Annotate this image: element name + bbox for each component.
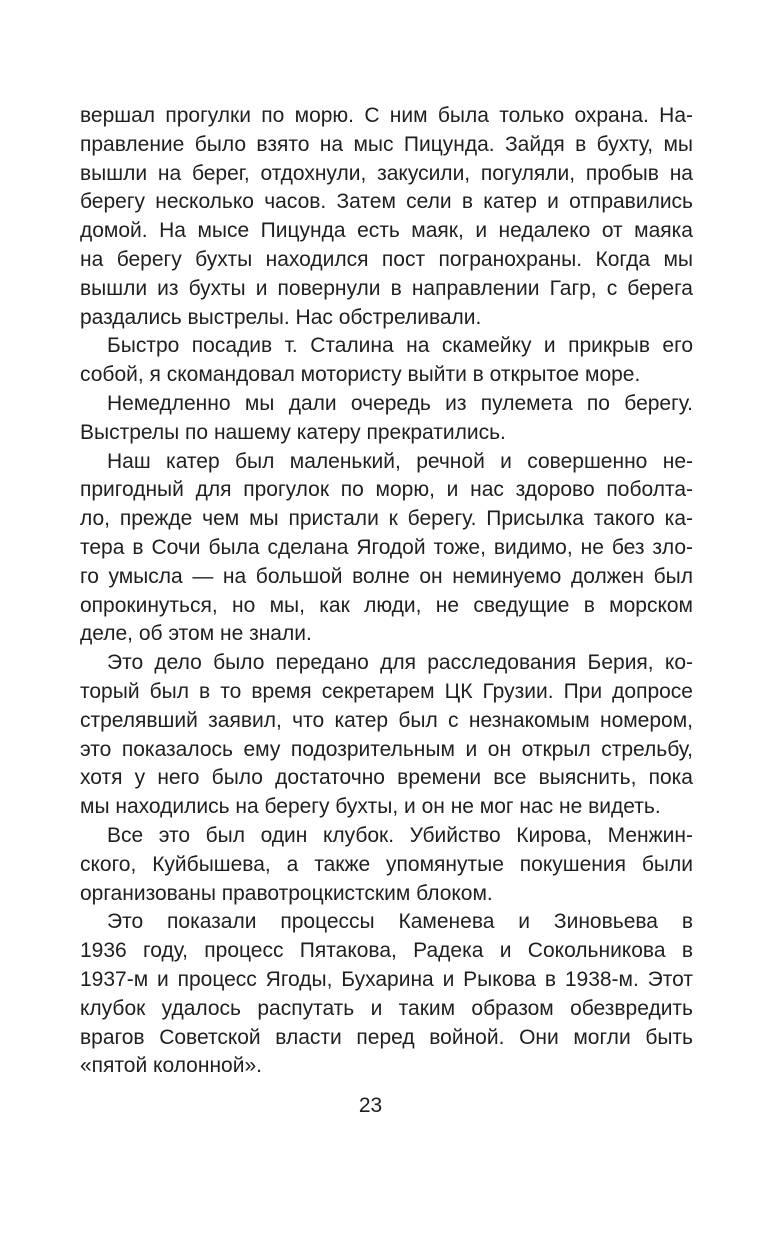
paragraph [80, 390, 693, 448]
text-line: тера в Сочи была сделана Ягодой тоже, видимо, не без зло- [80, 535, 693, 559]
paragraph [80, 908, 693, 1081]
text-line: пригодный для прогулок по морю, и нас здорово поболта- [80, 478, 693, 502]
text-line: Это показали процессы Каменева и Зиновьева в [107, 910, 693, 934]
text-line: «пятой колонной». [80, 1054, 262, 1078]
text-line: Быстро посадив т. Сталина на скамейку и прикрыв его [107, 334, 693, 358]
text-line: ского, Куйбышева, а также упомянутые покушения были [80, 852, 693, 876]
text-line: го умысла — на большой волне он неминуемо должен был [80, 564, 693, 588]
text-line: это показалось ему подозрительным и он открыл стрельбу, [80, 737, 693, 761]
text-line: вышли на берег, отдохнули, закусили, погуляли, пробыв на [80, 161, 693, 185]
text-line: собой, я скомандовал мотористу выйти в открытое море. [80, 363, 641, 387]
paragraph [80, 332, 693, 390]
paragraph [80, 649, 693, 822]
text-line: организованы правотроцкистским блоком. [80, 881, 493, 905]
text-line: ло, прежде чем мы пристали к берегу. Присылка такого ка- [80, 507, 693, 531]
text-line: правление было взято на мыс Пицунда. Зайдя в бухту, мы [80, 132, 693, 156]
text-line: опрокинуться, но мы, как люди, не сведущие в морском [80, 593, 693, 617]
text-line: раздались выстрелы. Нас обстреливали. [80, 305, 482, 329]
text-line: стрелявший заявил, что катер был с незнакомым номером, [80, 708, 693, 732]
page-text [80, 102, 693, 1081]
text-line: на берегу бухты находился пост погранохраны. Когда мы [80, 247, 693, 271]
text-line: деле, об этом не знали. [80, 622, 312, 646]
text-line: мы находились на берегу бухты, и он не мог нас не видеть. [80, 795, 661, 819]
text-line: хотя у него было достаточно времени все выяснить, пока [80, 766, 693, 790]
text-line: Это дело было передано для расследования Берия, ко- [107, 651, 693, 675]
text-line: Все это был один клубок. Убийство Кирова, Менжин- [107, 823, 693, 847]
paragraph [80, 102, 693, 332]
text-line: вершал прогулки по морю. С ним была только охрана. На- [80, 104, 693, 127]
text-line: клубок удалось распутать и таким образом обезвредить [80, 996, 693, 1020]
text-line: вышли из бухты и повернули в направлении Гагр, с берега [80, 276, 693, 300]
page-number: 23 [358, 1094, 383, 1117]
text-line: Немедленно мы дали очередь из пулемета по берегу. [107, 391, 693, 415]
text-line: 1937-м и процесс Ягоды, Бухарина и Рыкова в 1938-м. Этот [80, 967, 693, 991]
text-line: 1936 году, процесс Пятакова, Радека и Сокольникова в [80, 939, 693, 963]
text-line: Выстрелы по нашему катеру прекратились. [80, 420, 506, 444]
text-line: врагов Советской власти перед войной. Они могли быть [80, 1025, 693, 1049]
text-line: торый был в то время секретарем ЦК Грузии. При допросе [80, 679, 693, 703]
paragraph [80, 448, 693, 650]
paragraph [80, 822, 693, 908]
text-line: Наш катер был маленький, речной и совершенно не- [107, 449, 693, 473]
text-line: домой. На мысе Пицунда есть маяк, и недалеко от маяка [80, 219, 693, 243]
text-line: берегу несколько часов. Затем сели в катер и отправились [80, 190, 693, 214]
